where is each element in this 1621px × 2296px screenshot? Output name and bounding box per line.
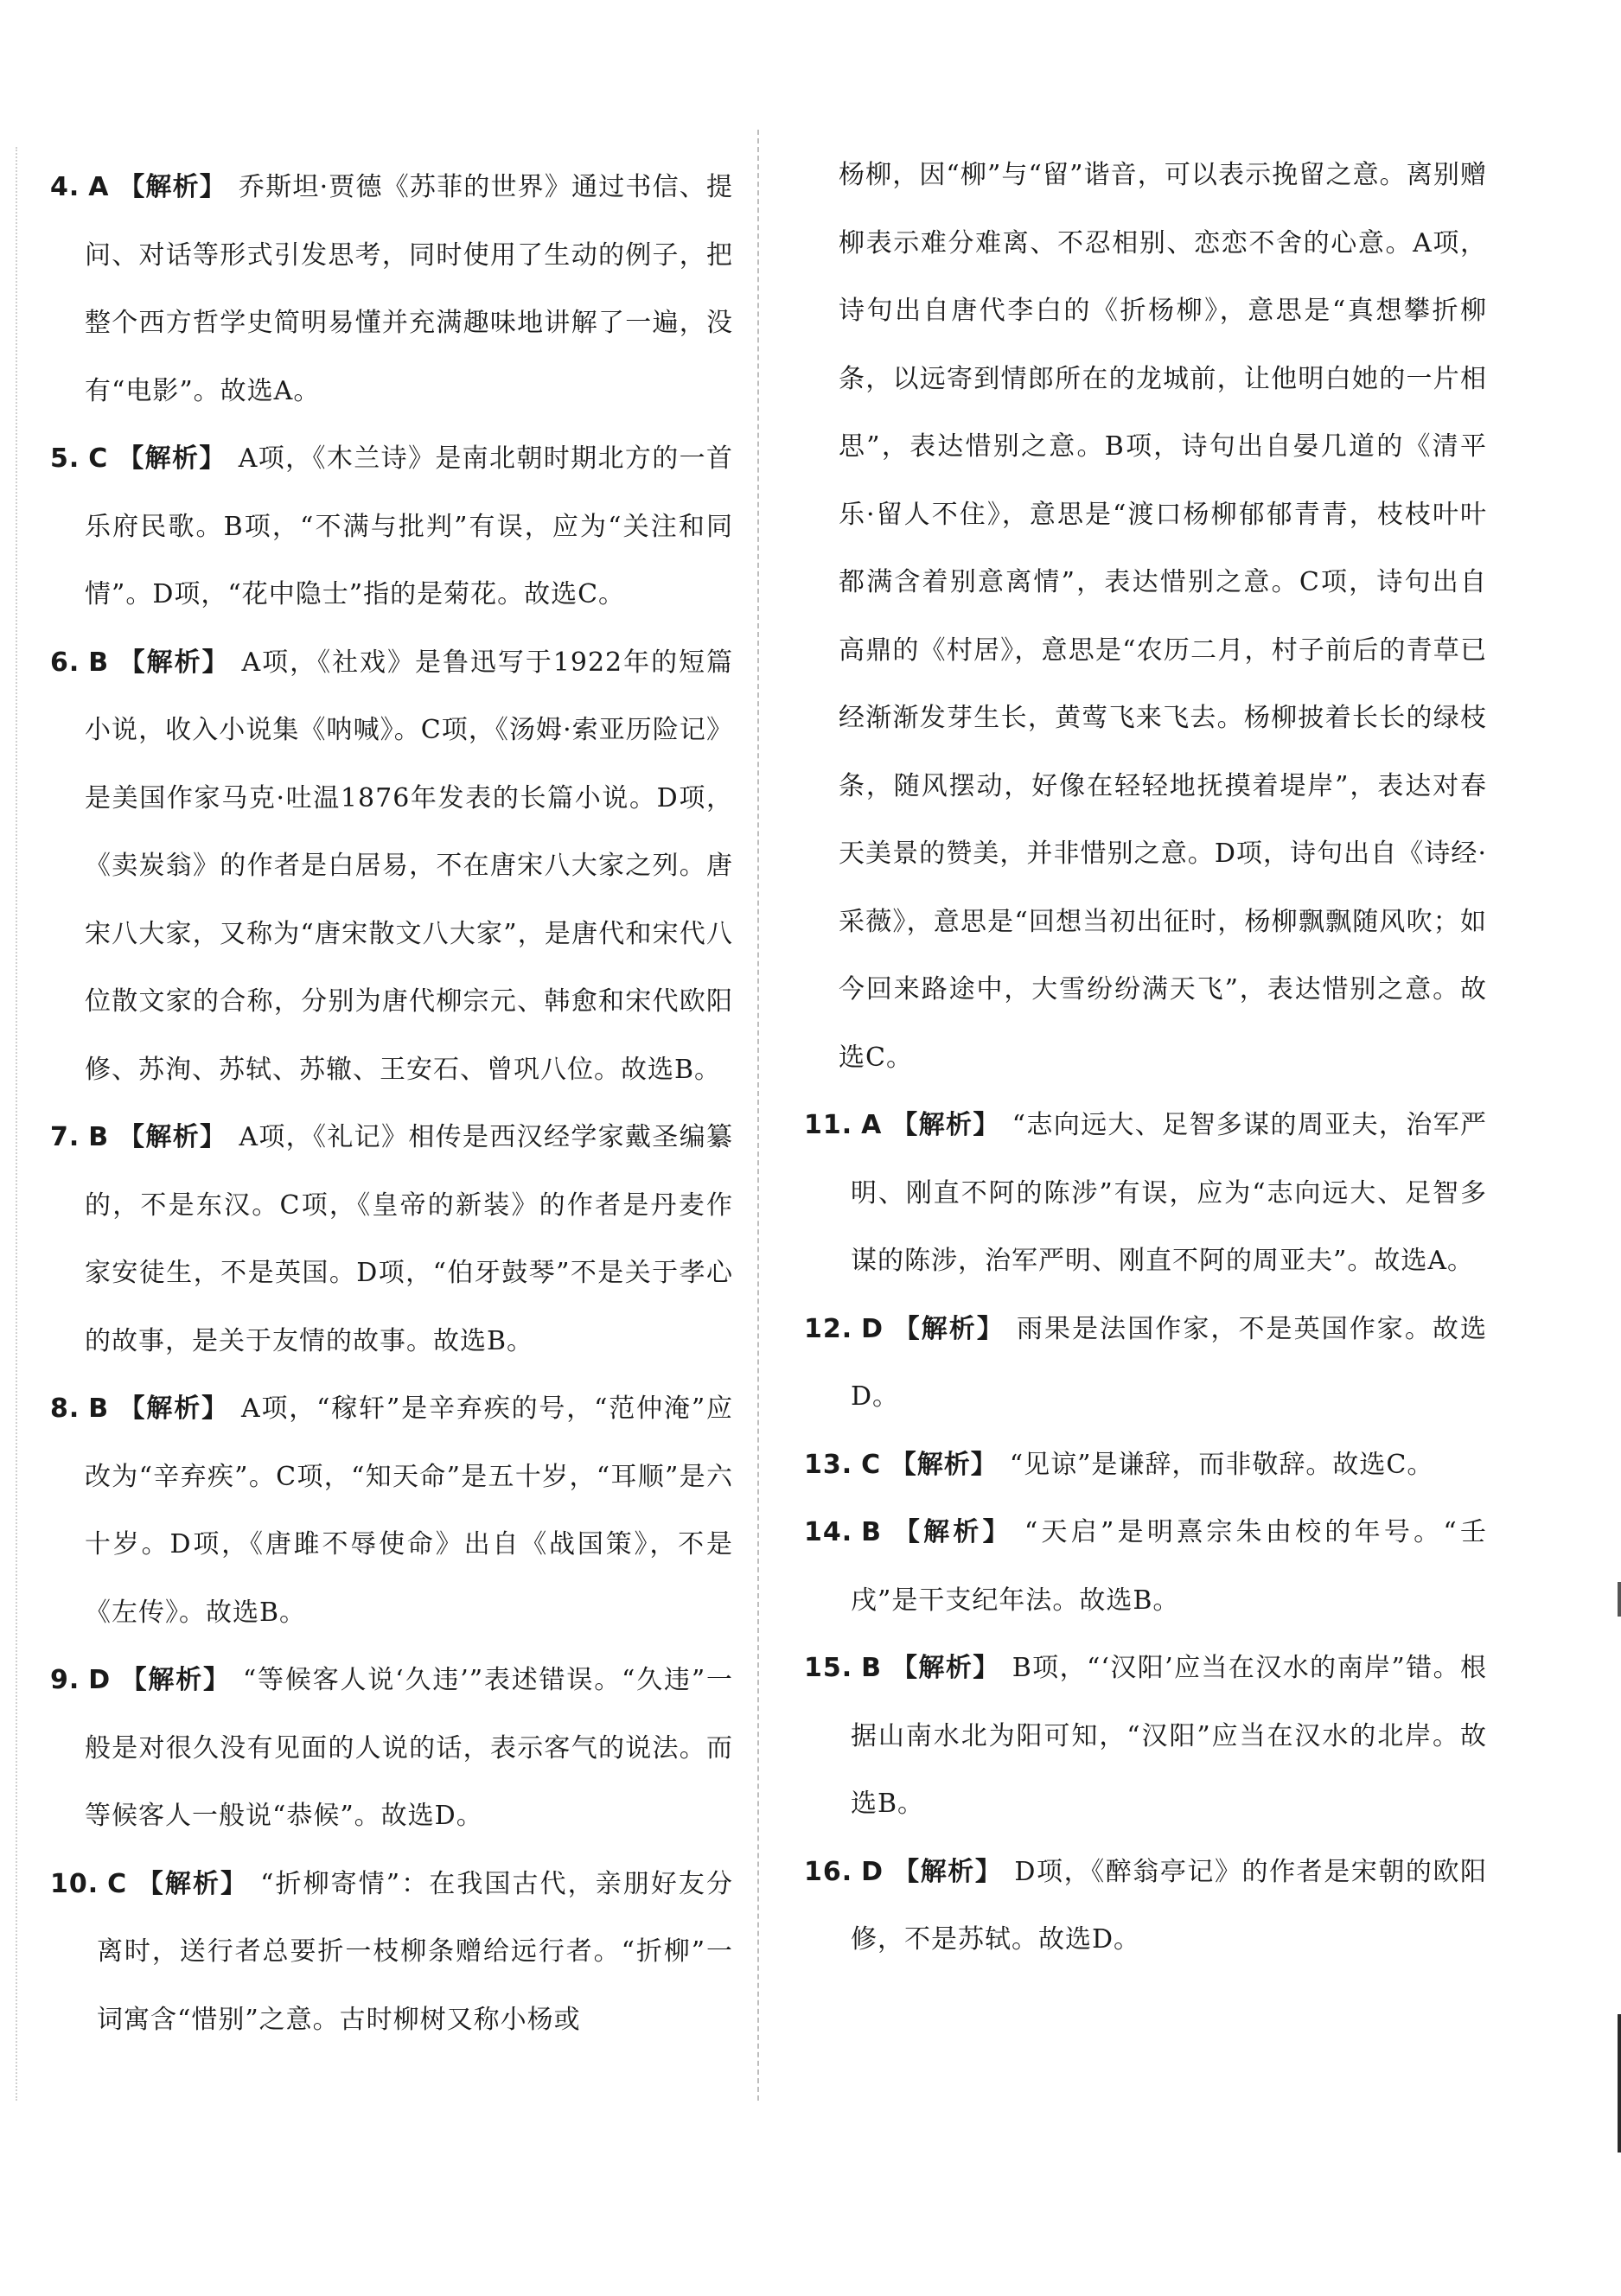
left-margin-rule [16, 147, 17, 2101]
explanation-text: D项，《醉翁亭记》的作者是宋朝的欧阳修，不是苏轼。故选D。 [851, 1856, 1488, 1955]
answer-item-12 [804, 1296, 1487, 1432]
answer-letter: B [88, 1122, 110, 1152]
analysis-tag: 【解析】 [120, 1665, 231, 1695]
question-number: 15. [804, 1653, 853, 1683]
answer-item-10-continued [804, 142, 1487, 1092]
explanation-text-continued: 杨柳，因“柳”与“留”谐音，可以表示挽留之意。离别赠柳表示难分难离、不忍相别、恋恋不舍的心意。A项，诗句出自唐代李白的《折杨柳》，意思是“真想攀折柳条，以远寄到情郎所在的龙城前，让他明白她的一片相思”，表达惜别之意。B项，诗句出自晏几道的《清平乐·留人不住》，意思是“渡口杨柳郁郁青青，枝枝叶叶都满含着别意离情”，表达惜别之意。C项，诗句出自高鼎的《村居》，意思是“农历二月，村子前后的青草已经渐渐发芽生长，黄莺飞来飞去。杨柳披着长长的绿枝条，随风摆动，好像在轻轻地抚摸着堤岸”，表达对春天美景的赞美，并非惜别之意。D项，诗句出自《诗经·采薇》，意思是“回想当初出征时，杨柳飘飘随风吹；如今回来路途中，大雪纷纷满天飞”，表达惜别之意。故选C。 [839, 160, 1487, 1073]
answer-lead [50, 172, 110, 202]
question-number: 6. [50, 647, 80, 678]
answer-item-15 [804, 1635, 1487, 1839]
answer-item-8 [50, 1375, 733, 1647]
explanation-text: “天启”是明熹宗朱由校的年号。“壬戌”是干支纪年法。故选B。 [851, 1517, 1487, 1616]
answer-item-16 [804, 1839, 1487, 1974]
answer-letter: B [861, 1517, 883, 1547]
explanation-text: “志向远大、足智多谋的周亚夫，治军严明、刚直不阿的陈涉”有误，应为“志向远大、足智多谋的陈涉，治军严明、刚直不阿的周亚夫”。故选A。 [851, 1110, 1487, 1276]
answer-item-5 [50, 425, 733, 629]
answer-lead [50, 647, 109, 678]
answer-letter: D [861, 1856, 884, 1887]
answer-letter: B [88, 647, 110, 678]
analysis-tag: 【解析】 [893, 1517, 1012, 1547]
answer-lead [50, 443, 108, 474]
scan-edge-mark [1618, 2014, 1621, 2152]
explanation-text: A项，《木兰诗》是南北朝时期北方的一首乐府民歌。B项，“不满与批判”有误，应为“关注和同情”。D项，“花中隐士”指的是菊花。故选C。 [85, 443, 733, 609]
answer-letter: C [861, 1449, 882, 1480]
answer-letter: C [88, 443, 109, 474]
answer-letter: B [861, 1653, 883, 1683]
answer-letter: C [107, 1868, 128, 1899]
analysis-tag: 【解析】 [893, 1856, 1003, 1887]
explanation-text: 乔斯坦·贾德《苏菲的世界》通过书信、提问、对话等形式引发思考，同时使用了生动的例子，把整个西方哲学史简明易懂并充满趣味地讲解了一遍，没有“电影”。故选A。 [85, 172, 733, 406]
analysis-tag: 【解析】 [137, 1868, 249, 1899]
explanation-text: “折柳寄情”：在我国古代，亲朋好友分离时，送行者总要折一枝柳条赠给远行者。“折柳”一词寓含“惜别”之意。古时柳树又称小杨或 [97, 1868, 733, 2035]
answer-item-13 [804, 1432, 1487, 1500]
answer-lead [804, 1517, 882, 1547]
question-number: 12. [804, 1313, 853, 1344]
question-number: 4. [50, 172, 80, 202]
explanation-text: “见谅”是谦辞，而非敬辞。故选C。 [1009, 1449, 1434, 1480]
analysis-tag: 【解析】 [118, 1122, 227, 1152]
question-number: 5. [50, 443, 80, 474]
analysis-tag: 【解析】 [891, 1110, 1000, 1140]
analysis-tag: 【解析】 [891, 1653, 1000, 1683]
answer-letter: A [861, 1110, 883, 1140]
answer-lead [50, 1394, 109, 1424]
explanation-text: B项，“‘汉阳’应当在汉水的南岸”错。根据山南水北为阳可知，“汉阳”应当在汉水的北岸。故选B。 [851, 1653, 1488, 1819]
answer-item-4 [50, 154, 733, 425]
question-number: 7. [50, 1122, 80, 1152]
question-number: 9. [50, 1665, 80, 1695]
right-column [804, 142, 1487, 1974]
answer-letter: A [88, 172, 110, 202]
explanation-text: 雨果是法国作家，不是英国作家。故选D。 [851, 1313, 1487, 1412]
analysis-tag: 【解析】 [118, 647, 230, 678]
answer-lead [804, 1653, 882, 1683]
explanation-text: A项，《社戏》是鲁迅写于1922年的短篇小说，收入小说集《呐喊》。C项，《汤姆·索亚历险记》是美国作家马克·吐温1876年发表的长篇小说。D项，《卖炭翁》的作者是白居易，不在唐宋八大家之列。唐宋八大家，又称为“唐宋散文八大家”，是唐代和宋代八位散文家的合称，分别为唐代柳宗元、韩愈和宋代欧阳修、苏洵、苏轼、苏辙、王安石、曾巩八位。故选B。 [85, 647, 734, 1085]
answer-item-14 [804, 1499, 1487, 1635]
analysis-tag: 【解析】 [118, 172, 227, 202]
answer-item-9 [50, 1647, 733, 1851]
question-number: 13. [804, 1449, 853, 1480]
scan-edge-mark [1618, 1582, 1621, 1617]
answer-lead [50, 1665, 111, 1695]
answer-letter: D [88, 1665, 112, 1695]
left-column [50, 154, 733, 2054]
answer-lead [804, 1450, 881, 1480]
answer-lead [804, 1110, 882, 1140]
answer-lead [50, 1122, 109, 1152]
question-number: 10. [50, 1868, 99, 1899]
question-number: 16. [804, 1856, 853, 1887]
question-number: 8. [50, 1394, 80, 1424]
analysis-tag: 【解析】 [118, 1394, 229, 1424]
question-number: 14. [804, 1517, 853, 1547]
answer-item-7 [50, 1104, 733, 1375]
analysis-tag: 【解析】 [118, 443, 227, 474]
analysis-tag: 【解析】 [890, 1449, 998, 1480]
analysis-tag: 【解析】 [893, 1313, 1005, 1344]
answer-lead [50, 1869, 127, 1899]
answer-letter: B [88, 1394, 110, 1424]
answer-lead [804, 1314, 884, 1344]
answer-item-10 [50, 1851, 733, 2055]
explanation-text: “等候客人说‘久违’”表述错误。“久违”一般是对很久没有见面的人说的话，表示客气的说法。而等候客人一般说“恭候”。故选D。 [85, 1665, 734, 1831]
column-divider [757, 130, 759, 2101]
explanation-text: A项，“稼轩”是辛弃疾的号，“范仲淹”应改为“辛弃疾”。C项，“知天命”是五十岁，“耳顺”是六十岁。D项，《唐雎不辱使命》出自《战国策》，不是《左传》。故选B。 [85, 1394, 734, 1628]
question-number: 11. [804, 1110, 853, 1140]
explanation-text: A项，《礼记》相传是西汉经学家戴圣编纂的，不是东汉。C项，《皇帝的新装》的作者是丹麦作家安徒生，不是英国。D项，“伯牙鼓琴”不是关于孝心的故事，是关于友情的故事。故选B。 [85, 1122, 733, 1356]
answer-lead [804, 1857, 884, 1887]
answer-letter: D [861, 1313, 884, 1344]
answer-item-6 [50, 629, 733, 1105]
answer-item-11 [804, 1092, 1487, 1296]
